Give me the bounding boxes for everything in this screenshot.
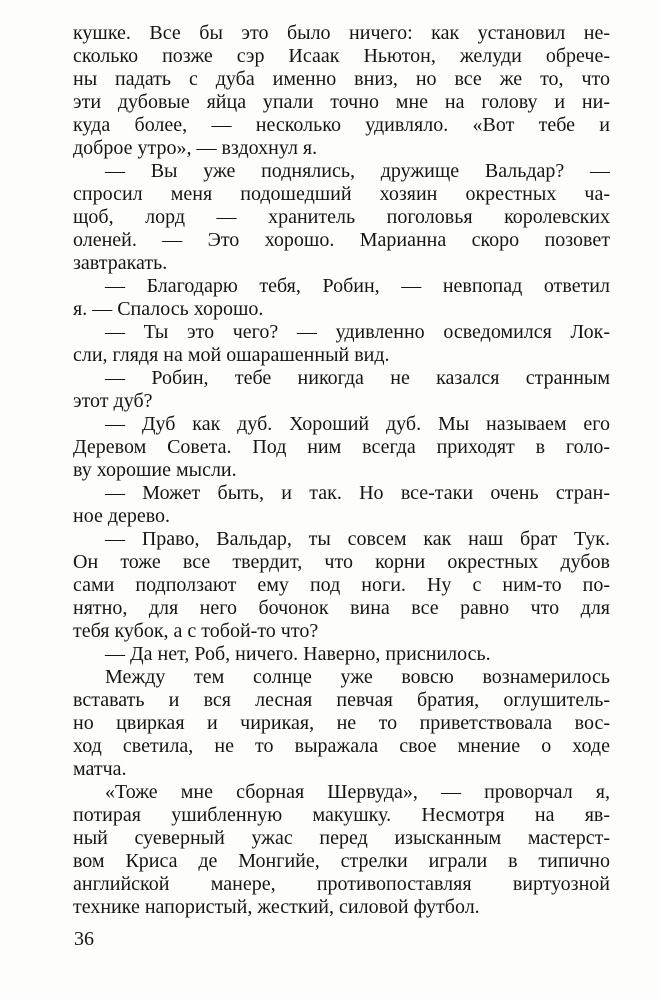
text-line: сли, глядя на мой ошарашенный вид. — [73, 344, 390, 366]
page-number: 36 — [74, 928, 94, 950]
text-line: — Может быть, и так. Но все-таки очень стран- — [105, 482, 610, 504]
paragraph — [73, 367, 610, 413]
paragraph — [73, 22, 610, 160]
text-line: тебя кубок, а с тобой-то что? — [73, 620, 319, 642]
text-line: — Робин, тебе никогда не казался странным — [105, 367, 610, 389]
text-line: — Да нет, Роб, ничего. Наверно, приснилось. — [105, 643, 491, 665]
text-line: этот дуб? — [73, 390, 153, 412]
text-line: — Дуб как дуб. Хороший дуб. Мы называем его — [105, 413, 610, 435]
text-line: — Благодарю тебя, Робин, — невпопад ответил — [105, 275, 610, 297]
text-line: английской манере, противопоставляя виртуозной — [73, 873, 610, 895]
text-line: ный суеверный ужас перед изысканным мастерст- — [73, 827, 610, 849]
text-line: ны падать с дуба именно вниз, но все же то, что — [73, 68, 610, 90]
text-line: «Тоже мне сборная Шервуда», — проворчал я, — [105, 781, 610, 803]
text-line: кушке. Все бы это было ничего: как установил не- — [73, 22, 610, 44]
paragraph — [73, 666, 610, 781]
text-line: Он тоже все твердит, что корни окрестных дубов — [73, 551, 610, 573]
paragraph — [73, 781, 610, 919]
text-line: Деревом Совета. Под ним всегда приходят в голо- — [73, 436, 610, 458]
paragraph — [73, 321, 610, 367]
paragraph — [73, 643, 610, 666]
text-line: но цвиркая и чирикая, не то приветствовала вос- — [73, 712, 610, 734]
text-line: нятно, для него бочонок вина все равно что для — [73, 597, 610, 619]
text-line: — Вы уже поднялись, дружище Вальдар? — — [105, 160, 610, 182]
text-line: эти дубовые яйца упали точно мне на голову и ни- — [73, 91, 610, 113]
text-line: доброе утро», — вздохнул я. — [73, 137, 318, 159]
text-line: куда более, — несколько удивляло. «Вот тебе и — [73, 114, 610, 136]
text-line: матча. — [73, 758, 127, 780]
text-line: Между тем солнце уже вовсю вознамерилось — [105, 666, 610, 688]
text-line: вставать и вся лесная певчая братия, оглушитель- — [73, 689, 610, 711]
text-line: технике напористый, жесткий, силовой футбол. — [73, 896, 480, 918]
paragraph — [73, 528, 610, 643]
text-line: щоб, лорд — хранитель поголовья королевских — [73, 206, 610, 228]
paragraph — [73, 275, 610, 321]
text-line: вом Криса де Монгийе, стрелки играли в типично — [73, 850, 610, 872]
text-line: сколько позже сэр Исаак Ньютон, желуди обрече- — [73, 45, 610, 67]
text-line: спросил меня подошедший хозяин окрестных ча- — [73, 183, 610, 205]
text-line: — Право, Вальдар, ты совсем как наш брат Тук. — [105, 528, 610, 550]
text-line: я. — Спалось хорошо. — [73, 298, 264, 320]
text-line: сами подползают ему под ноги. Ну с ним-то по- — [73, 574, 610, 596]
text-line: ход светила, не то выражала свое мнение о ходе — [73, 735, 610, 757]
text-line: потирая ушибленную макушку. Несмотря на яв- — [73, 804, 610, 826]
text-line: ву хорошие мысли. — [73, 459, 237, 481]
text-line: ное дерево. — [73, 505, 171, 527]
text-line: — Ты это чего? — удивленно осведомился Лок- — [105, 321, 610, 343]
paragraph — [73, 482, 610, 528]
text-line: завтракать. — [73, 252, 168, 274]
text-line: оленей. — Это хорошо. Марианна скоро позовет — [73, 229, 610, 251]
paragraph — [73, 413, 610, 482]
text-block — [73, 22, 610, 919]
paragraph — [73, 160, 610, 275]
